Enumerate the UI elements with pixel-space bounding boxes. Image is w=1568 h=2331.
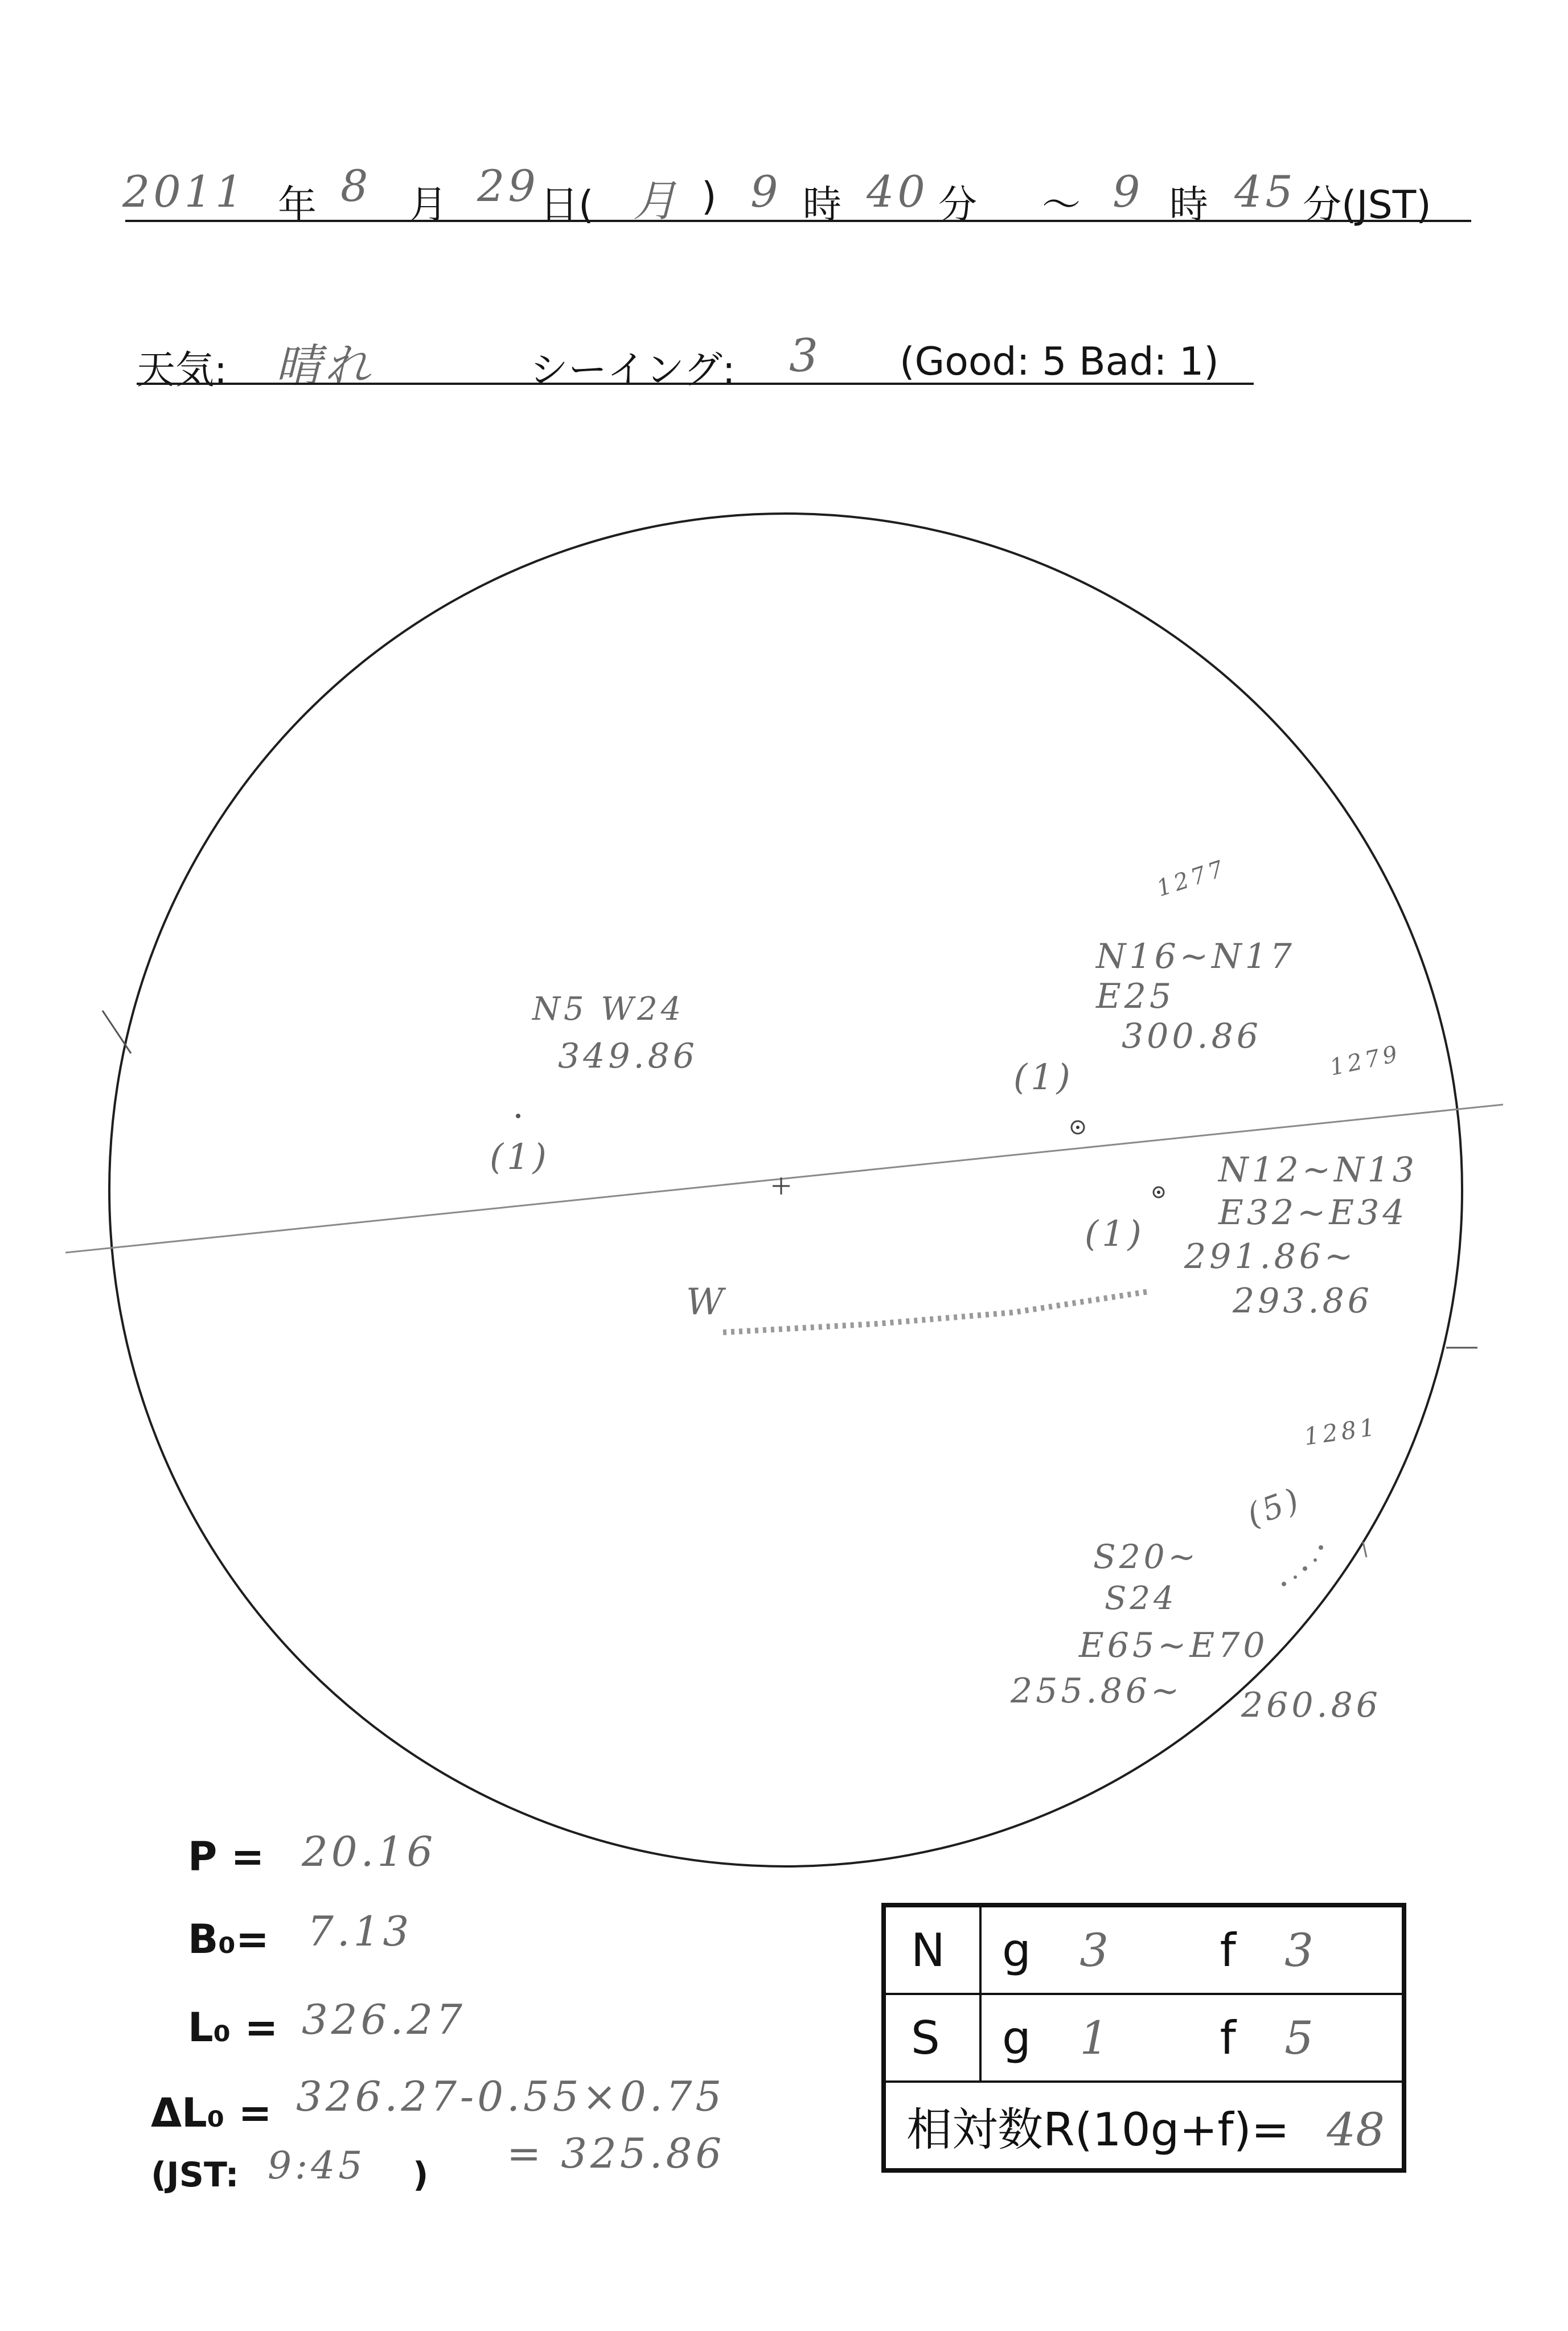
year-unit: 年 bbox=[278, 183, 317, 228]
jst-close: ) bbox=[413, 2155, 429, 2195]
seeing-value: 3 bbox=[789, 329, 822, 382]
sunspot-n5w24 bbox=[516, 1114, 520, 1118]
sunspot-s20-c bbox=[1303, 1566, 1307, 1571]
group-5-lon: E65~E70 bbox=[1079, 1626, 1269, 1665]
group-2-latlon: N16~N17 bbox=[1096, 937, 1295, 976]
p-label: P = bbox=[188, 1833, 265, 1880]
north-g-value: 3 bbox=[1079, 1923, 1109, 1977]
sunspot-s20-e bbox=[1319, 1545, 1323, 1550]
b0-label: B₀= bbox=[188, 1916, 269, 1963]
west-label: W bbox=[686, 1281, 727, 1323]
group-4-longitude2: 293.86 bbox=[1233, 1281, 1373, 1321]
south-counts bbox=[980, 1994, 1404, 2082]
north-counts bbox=[980, 1905, 1404, 1994]
seeing-label: シーイング: bbox=[529, 348, 736, 393]
group-5-lat2: S24 bbox=[1105, 1580, 1177, 1617]
north-label: N bbox=[884, 1905, 980, 1994]
north-f-label: f bbox=[1220, 1923, 1236, 1977]
south-row bbox=[884, 1994, 1404, 2082]
north-row bbox=[884, 1905, 1404, 1994]
start-minute-unit: 分 bbox=[938, 183, 978, 228]
start-hour-value: 9 bbox=[750, 166, 782, 217]
end-minute-value: 45 bbox=[1234, 166, 1296, 217]
jst-value: 9:45 bbox=[268, 2144, 366, 2188]
start-minute-value: 40 bbox=[867, 166, 929, 217]
limb-tick-left bbox=[102, 1011, 131, 1053]
south-f-label: f bbox=[1220, 2011, 1236, 2065]
group-1-longitude: 349.86 bbox=[558, 1036, 698, 1076]
hatched-band bbox=[723, 1291, 1150, 1332]
start-hour-unit: 時 bbox=[803, 183, 842, 228]
end-minute-unit: 分(JST) bbox=[1303, 183, 1431, 228]
month-value: 8 bbox=[340, 161, 372, 211]
weather-label: 天気: bbox=[137, 348, 227, 393]
limb-tick-lower bbox=[1363, 1542, 1366, 1557]
group-3-number: 1279 bbox=[1327, 1040, 1403, 1081]
weather-value: 晴れ bbox=[276, 339, 373, 392]
relative-number-label: 相対数R(10g+f)= bbox=[906, 2103, 1290, 2156]
year-value: 2011 bbox=[122, 166, 247, 217]
day-unit: 日( bbox=[540, 183, 594, 228]
sunspot-n12 bbox=[1157, 1191, 1160, 1194]
group-5-longitude: 255.86~ bbox=[1011, 1671, 1183, 1711]
seeing-scale: (Good: 5 Bad: 1) bbox=[900, 339, 1219, 384]
group-5-number: 1281 bbox=[1302, 1413, 1380, 1451]
group-2-number: 1277 bbox=[1153, 855, 1230, 902]
relative-number-value: 48 bbox=[1327, 2103, 1385, 2156]
weekday-value: 月 bbox=[633, 175, 680, 226]
group-4-lon: E32~E34 bbox=[1218, 1193, 1408, 1233]
group-5-count: (5) bbox=[1242, 1480, 1307, 1534]
relative-number-cell bbox=[884, 2082, 1404, 2170]
end-hour-unit: 時 bbox=[1169, 183, 1209, 228]
sunspot-count-table bbox=[881, 1903, 1406, 2173]
group-2-lon: E25 bbox=[1096, 976, 1175, 1016]
delta-l0-value: 326.27-0.55×0.75 bbox=[296, 2073, 725, 2120]
group-4-count: (1) bbox=[1085, 1213, 1145, 1254]
group-2-count: (1) bbox=[1013, 1056, 1074, 1098]
group-1-latlon: N5 W24 bbox=[532, 991, 685, 1028]
weekday-close: ) bbox=[701, 174, 717, 219]
p-value: 20.16 bbox=[302, 1828, 437, 1876]
relative-number-row bbox=[884, 2082, 1404, 2170]
group-4-longitude: 291.86~ bbox=[1184, 1237, 1357, 1277]
group-4-latlon: N12~N13 bbox=[1218, 1150, 1418, 1190]
delta-l0-label: ΔL₀ = bbox=[151, 2090, 272, 2136]
time-range-tilde: ～ bbox=[1042, 183, 1081, 228]
north-f-value: 3 bbox=[1284, 1923, 1314, 1977]
l0-label: L₀ = bbox=[188, 2004, 278, 2051]
jst-label: (JST: bbox=[151, 2155, 239, 2195]
b0-value: 7.13 bbox=[307, 1907, 413, 1955]
end-hour-value: 9 bbox=[1113, 166, 1144, 217]
month-unit: 月 bbox=[409, 183, 448, 228]
group-2-longitude: 300.86 bbox=[1122, 1016, 1262, 1056]
delta-l0-result: = 325.86 bbox=[507, 2129, 725, 2177]
group-5-lat: S20~ bbox=[1093, 1537, 1200, 1576]
group-5-longitude2: 260.86 bbox=[1241, 1685, 1381, 1725]
day-value: 29 bbox=[477, 161, 539, 211]
south-g-label: g bbox=[1002, 2011, 1031, 2065]
sunspot-s20-b bbox=[1294, 1575, 1297, 1579]
group-1-count: (1) bbox=[490, 1136, 550, 1177]
north-g-label: g bbox=[1002, 1923, 1031, 1977]
south-g-value: 1 bbox=[1079, 2011, 1109, 2065]
sunspot-s20-a bbox=[1282, 1582, 1286, 1586]
l0-value: 326.27 bbox=[302, 1996, 466, 2043]
sunspot-n16 bbox=[1076, 1126, 1079, 1129]
south-f-value: 5 bbox=[1284, 2011, 1314, 2065]
south-label: S bbox=[884, 1994, 980, 2082]
sunspot-s20-d bbox=[1313, 1558, 1317, 1562]
